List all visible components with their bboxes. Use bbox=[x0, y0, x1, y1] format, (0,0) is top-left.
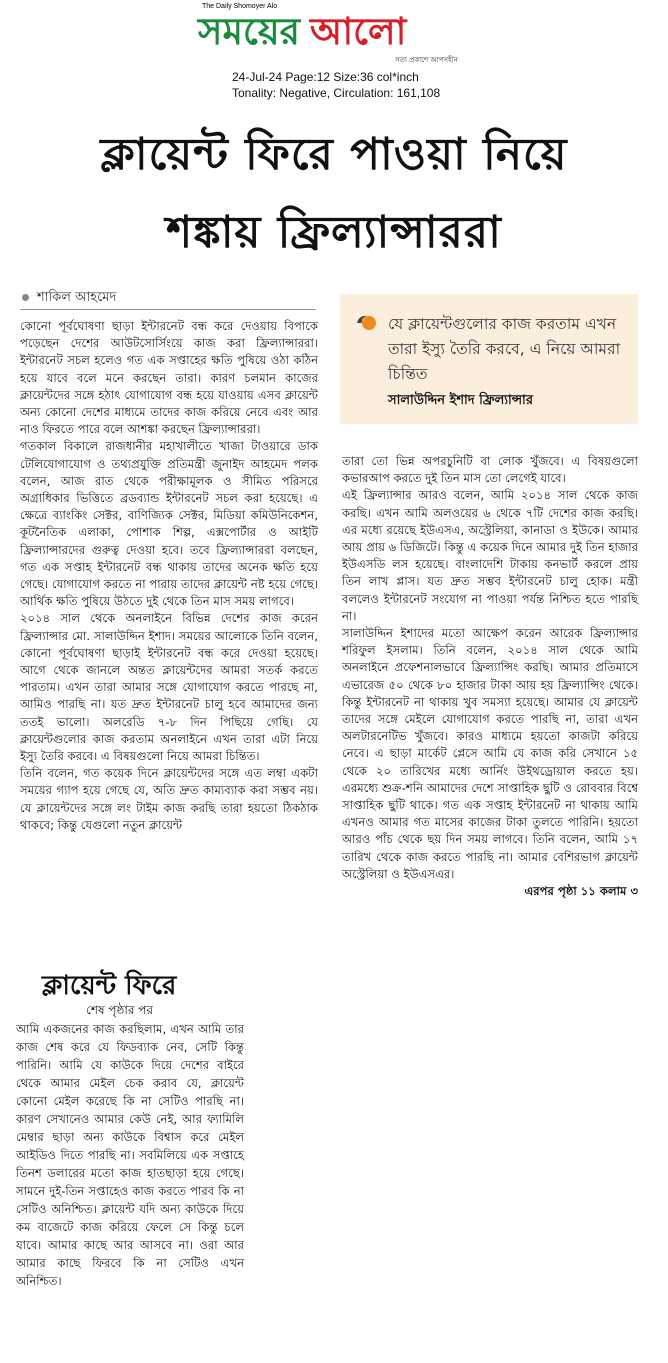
masthead-tagline: সত্য প্রকাশে আপসহীন bbox=[395, 56, 458, 64]
paragraph: এই ফ্রিল্যান্সার আরও বলেন, আমি ২০১৪ সাল থেকে কাজ করছি। এখন আমি অলওয়ের ৬ থেকে ৭টি দেশের কাজ করছি। এর মধ্যে রয়েছে ইউএসএ, অস্ট্রেলিয়া, কানাডা ও ইউকে। আমার আয় প্রায় ৬ ডিজিটে। কিন্তু এ কয়েক দিনে আমার দুই তিন হাজার ইউএসডি লস হয়েছে। বাংলাদেশি টাকায় কনভার্ট করলে প্রায় তিন লাখ প্লাস। যত দ্রুত সম্ভব ইন্টারনেট চালু হোক। মন্ত্রী বললেও ইন্টারনেট সংযোগ না পাওয়া পর্যন্ত নিশ্চিত হতে পারছি না। bbox=[342, 488, 638, 623]
article-column-right bbox=[342, 453, 638, 900]
logo-part-2: আলো bbox=[310, 10, 407, 53]
headline-line-2: শঙ্কায় ফ্রিল্যান্সাররা bbox=[166, 207, 502, 258]
paragraph: ২০১৪ সাল থেকে অনলাইনে বিভিন্ন দেশের কাজ করেন ফ্রিল্যান্সার মো. সালাউদ্দিন ইশাদ। সময়ের আলোকে তিনি বলেন, কোনো পূর্বঘোষণা ছাড়াই ইন্টারনেট বন্ধ করে দেওয়া হয়েছে। আগে থেকে জানলে অন্তত ক্লায়েন্টদের আমরা সতর্ক করতে পারতাম। এখন তারা আমার সঙ্গে যোগাযোগ করতে পারছে না, আমিও পারছি না। যত দ্রুত ইন্টারনেট চালু হবে আমাদের জন্য ততই ভালো। অলরেডি ৭-৮ দিন পিছিয়ে গেছি। যে ক্লায়েন্টগুলোর কাজ করতাম অনলাইনে এখন তারা এটা নিয়ে ইস্যু তৈরি করবে। এ বিষয়গুলো নিয়ে আমরা চিন্তিত। bbox=[20, 611, 318, 764]
continuation-subtitle: শেষ পৃষ্ঠার পর bbox=[86, 1003, 154, 1017]
author-name: শাকিল আহমেদ bbox=[37, 290, 117, 305]
continuation-title: ক্লায়েন্ট ফিরে bbox=[42, 971, 177, 1001]
logo-part-1: সময়ের bbox=[198, 10, 301, 53]
byline-divider bbox=[20, 309, 316, 310]
pull-quote bbox=[340, 294, 638, 424]
byline bbox=[22, 288, 116, 309]
pull-quote-attribution: সালাউদ্দিন ইশাদ ফ্রিল্যান্সার bbox=[388, 393, 533, 408]
paragraph: আমি একজনের কাজ করছিলাম, এখন আমি তার কাজ শেষ করে যে ফিডব্যাক নেব, সেটি কিন্তু পারিনি। আমি যে কাউকে দিয়ে দেশের বাইরে থেকে আমার মেইল চেক করাব যে, ক্লায়েন্ট কোনো মেইল করেছে কি না সেটিও পারছি না। কারণ সেখানেও আমার কেউ নেই, আর ফ্যামিলি মেম্বার ছাড়া অন্য কাউকে বিশ্বাস করে মেইল আইডিও দিতে পারছি না। সবমিলিয়ে এক সপ্তাহে তিনশ ডলারের মতো কাজ হাতছাড়া হয়ে গেছে। সামনে দুই-তিন সপ্তাহেও কাজ করতে পারব কি না সেটিও অনিশ্চিত। ক্লায়েন্ট যদি অন্য কাউকে দিয়ে কম বাজেটে কাজ করিয়ে ফেলে সে কিন্তু চলে যাবে। আমার কাছে আর আসবে না। ওরা আর আমার কাছে ফিরবে কি না সেটিও এখন অনিশ্চিত। bbox=[16, 1022, 244, 1288]
paragraph: কোনো পূর্বঘোষণা ছাড়া ইন্টারনেট বন্ধ করে দেওয়ায় বিপাকে পড়েছেন দেশের আউটসোর্সিংয়ে কাজ করা ফ্রিল্যান্সাররা। ইন্টারনেট সচল হলেও গত এক সপ্তাহের ক্ষতি পুষিয়ে ওঠা কঠিন হয়ে যাবে বলে মনে করছেন তারা। কারণ চলমান কাজের ক্লায়েন্টদের সঙ্গে হঠাৎ যোগাযোগ বন্ধ হয়ে যাওয়ায় এসব ক্লায়েন্ট অন্য কোনো দেশের মাধ্যমে তাদের কাজ করিয়ে নেবে এবং আর নাও ফিরতে পারে বলে আশঙ্কা করছেন ফ্রিল্যান্সাররা। bbox=[20, 319, 318, 437]
pull-quote-text: যে ক্লায়েন্টগুলোর কাজ করতাম এখন তারা ইস্যু তৈরি করবে, এ নিয়ে আমরা চিন্তিত bbox=[388, 315, 621, 383]
masthead-english-title: The Daily Shomoyer Alo bbox=[202, 3, 278, 10]
paragraph: সালাউদ্দিন ইশাদের মতো আক্ষেপ করেন আরেক ফ্রিল্যান্সার শরিফুল ইসলাম। তিনি বলেন, ২০১৪ সাল থেকে আমি অনলাইনে প্রফেশনালভাবে ফ্রিল্যান্সিং করছি। আমার প্রতিমাসে এভারেজ ৫০ থেকে ৮০ হাজার টাকা আয় হয় ফ্রিল্যান্সিং থেকে। কিন্তু ইন্টারনেট না থাকায় খুব সমস্যা হয়েছে। আমার যে ক্লায়েন্ট তাদের সঙ্গে মেইলে যোগাযোগ করতে পারছি না, তারা এখন অলটারনেটিভ খুঁজবে। কারও মাধ্যমে হয়তো কাজটা করিয়ে নেবে। এ ছাড়া মার্কেট প্লেসে আমি যে কাজ করি সেখানে ১৫ থেকে ২০ তারিখের মধ্যে আর্নিং উইথড্রোয়াল করতে হয়। এরমধ্যে শুক্র-শনি আমাদের দেশে সাপ্তাহিক ছুটি ও রোববার বিশ্বে সাপ্তাহিক ছুটি থাকে। গত এক সপ্তাহ ইন্টারনেট না থাকায় আমি এখনও আমার গত মাসের কাজের টাকা তুলতে পারিনি। হয়তো আরও পাঁচ থেকে ছয় দিন সময় লাগবে। তিনি বলেন, আমি ১৭ তারিখ থেকে কাজ করতে পারছি না। আমার বেশিরভাগ ক্লায়েন্ট অস্ট্রেলিয়া ও ইউএসএর। bbox=[342, 626, 638, 881]
paragraph: গতকাল বিকালে রাজধানীর মহাখালীতে খাজা টাওয়ারে ডাক টেলিযোগাযোগ ও তথ্যপ্রযুক্তি প্রতিমন্ত্রী জুনাইদ আহমেদ পলক বলেন, আজ রাত থেকে পরীক্ষামূলক ও সীমিত পরিসরে অগ্রাধিকার ভিত্তিতে ব্রডব্যান্ড ইন্টারনেট সচল করা হয়েছে। এ ক্ষেত্রে ব্যাংকিং সেক্টর, বাণিজ্যিক সেক্টর, মিডিয়া কমিউনিকেশন, কূটনৈতিক এলাকা, পোশাক শিল্প, এক্সপোর্টার ও আইটি ফ্রিল্যান্সারদের গুরুত্ব দেওয়া হবে। তবে ফ্রিল্যান্সাররা বলছেন, গত এক সপ্তাহ ইন্টারনেট বন্ধ থাকায় তাদের অনেক ক্ষতি হয়ে গেছে। যোগাযোগ করতে না পারায় তাদের ক্লায়েন্ট নষ্ট হয়ে গেছে। আর্থিক ক্ষতি পুষিয়ে উঠতে দুই থেকে তিন মাস সময় লাগবে। bbox=[20, 439, 318, 609]
newspaper-logo bbox=[198, 10, 406, 54]
bullet-icon bbox=[22, 294, 29, 301]
paragraph: তারা তো ভিন্ন অপরচুনিটি বা লোক খুঁজবে। এ বিষয়গুলো কভারআপ করতে দুই তিন মাস তো লেগেই যাবে। bbox=[342, 454, 638, 486]
paragraph: তিনি বলেন, গত কয়েক দিনে ক্লায়েন্টদের সঙ্গে এত লম্বা একটা সময়ের গ্যাপ হয়ে গেছে যে, অতি দ্রুত কাম্যব্যাক করা সম্ভব নয়। যে ক্লায়েন্টদের সঙ্গে লং টাইম কাজ করছি তারা হয়তো ঠিকঠাক থাকবে; কিন্তু যেগুলো নতুন ক্লায়েন্ট bbox=[20, 766, 318, 832]
masthead bbox=[0, 0, 668, 100]
clipping-meta-tonality: Tonality: Negative, Circulation: 161,108 bbox=[232, 86, 441, 100]
headline bbox=[18, 116, 650, 272]
quote-icon bbox=[356, 314, 376, 330]
article-column-left bbox=[20, 318, 318, 834]
headline-line-1: ক্লায়েন্ট ফিরে পাওয়া নিয়ে bbox=[100, 129, 568, 180]
jump-reference: এরপর পৃষ্ঠা ১১ কলাম ৩ bbox=[524, 884, 638, 899]
clipping-meta-page: 24-Jul-24 Page:12 Size:36 col*inch bbox=[232, 70, 419, 84]
continuation-body bbox=[16, 1020, 244, 1290]
